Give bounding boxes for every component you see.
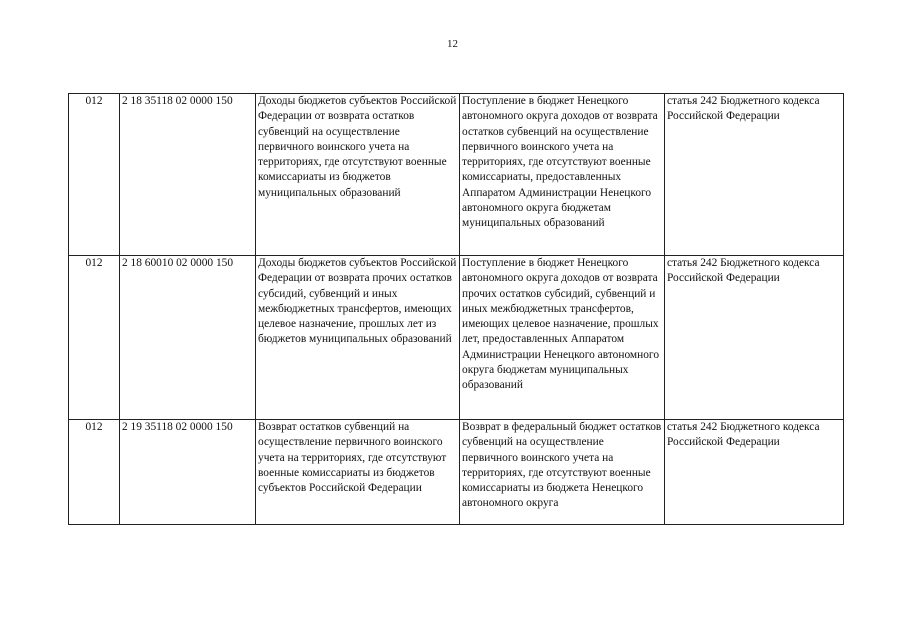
revenue-description-cell: Возврат в федеральный бюджет остатков субвенций на осуществление первичного воинского учета на территориях, где отсутствуют военные комиссариаты из бюджета Ненецкого автономного округа bbox=[460, 420, 665, 525]
budget-revenue-table bbox=[68, 93, 844, 525]
revenue-name-cell: Доходы бюджетов субъектов Российской Федерации от возврата остатков субвенций на осуществление первичного воинского учета на территориях, где отсутствуют военные комиссариаты из бюджетов муниципальных образований bbox=[256, 94, 460, 256]
revenue-name-cell: Доходы бюджетов субъектов Российской Федерации от возврата прочих остатков субсидий, субвенций и иных межбюджетных трансфертов, имеющих целевое назначение, прошлых лет из бюджетов муниципальных образований bbox=[256, 256, 460, 420]
legal-basis-cell: статья 242 Бюджетного кодекса Российской Федерации bbox=[665, 256, 844, 420]
budget-code-cell: 2 18 60010 02 0000 150 bbox=[120, 256, 256, 420]
budget-code-cell: 2 19 35118 02 0000 150 bbox=[120, 420, 256, 525]
legal-basis-cell: статья 242 Бюджетного кодекса Российской Федерации bbox=[665, 94, 844, 256]
legal-basis-cell: статья 242 Бюджетного кодекса Российской Федерации bbox=[665, 420, 844, 525]
admin-code-cell: 012 bbox=[69, 256, 120, 420]
revenue-description-cell: Поступление в бюджет Ненецкого автономного округа доходов от возврата остатков субвенций на осуществление первичного воинского учета на территориях, где отсутствуют военные комиссариаты, предоставленных Аппаратом Администрации Ненецкого автономного округа бюджетам муниципальных образований bbox=[460, 94, 665, 256]
revenue-name-cell: Возврат остатков субвенций на осуществление первичного воинского учета на территориях, где отсутствуют военные комиссариаты из бюджетов субъектов Российской Федерации bbox=[256, 420, 460, 525]
revenue-description-cell: Поступление в бюджет Ненецкого автономного округа доходов от возврата прочих остатков субсидий, субвенций и иных межбюджетных трансфертов, имеющих целевое назначение, прошлых лет, предоставленных Аппаратом Администрации Ненецкого автономного округа бюджетам муниципальных образований bbox=[460, 256, 665, 420]
page-number: 12 bbox=[447, 38, 458, 50]
admin-code-cell: 012 bbox=[69, 420, 120, 525]
table-row bbox=[69, 94, 844, 256]
table-row bbox=[69, 256, 844, 420]
admin-code-cell: 012 bbox=[69, 94, 120, 256]
table-row bbox=[69, 420, 844, 525]
budget-code-cell: 2 18 35118 02 0000 150 bbox=[120, 94, 256, 256]
